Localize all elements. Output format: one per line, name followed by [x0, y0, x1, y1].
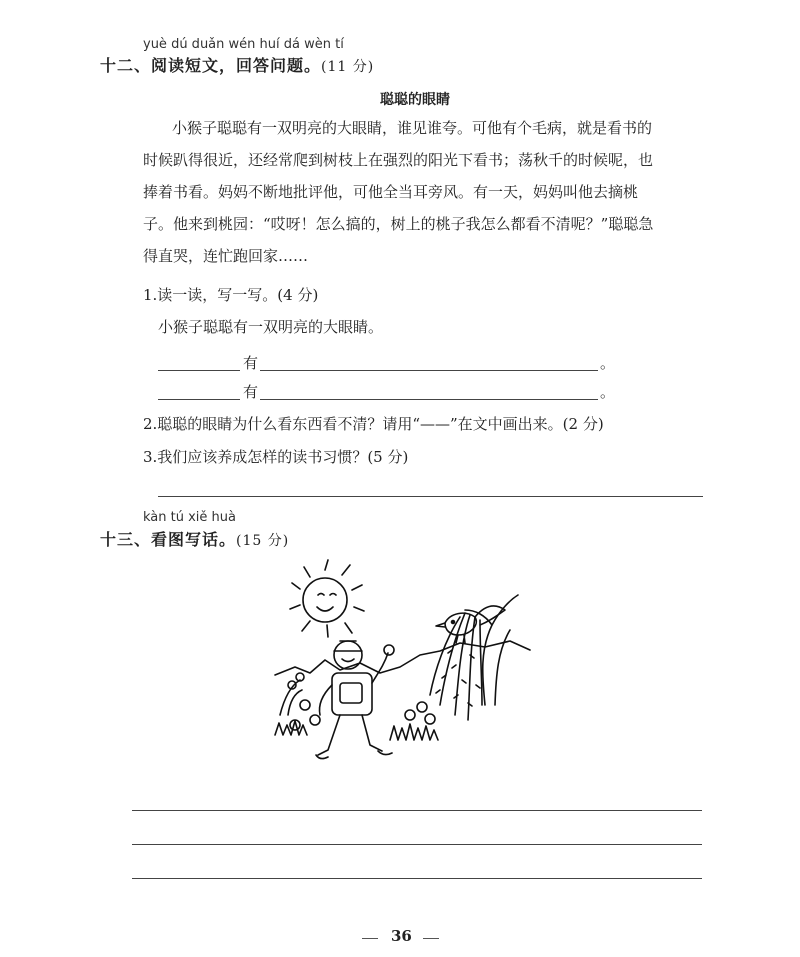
story-line-3: 捧着书看。妈妈不断地批评他，可他全当耳旁风。有一天，妈妈叫他去摘桃 — [143, 183, 639, 201]
section12-heading-text: 十二、阅读短文，回答问题。 — [100, 56, 322, 75]
section12-score: (11 分) — [321, 59, 375, 75]
bird-icon — [436, 606, 505, 643]
writing-line-3[interactable] — [132, 878, 702, 879]
willow-branches — [430, 613, 482, 720]
question-3-label: 3.我们应该养成怎样的读书习惯？(5 分) — [143, 448, 409, 466]
section13-heading — [100, 527, 289, 550]
section13-heading-text: 十三、看图写话。 — [100, 530, 237, 549]
hills-outline — [275, 641, 530, 675]
story-line-1: 小猴子聪聪有一双明亮的大眼睛，谁见谁夸。可他有个毛病，就是看书的 — [172, 119, 653, 137]
q1-answer-blank-2b[interactable] — [260, 399, 598, 400]
section12-heading — [100, 53, 374, 76]
sun-icon — [290, 560, 364, 637]
q1-word-2: 有 — [243, 383, 259, 401]
section13-score: (15 分) — [236, 533, 290, 549]
question-2-label: 2.聪聪的眼睛为什么看东西看不清？请用“——”在文中画出来。(2 分) — [143, 415, 604, 433]
writing-line-1[interactable] — [132, 810, 702, 811]
page-number-dash-right — [423, 938, 439, 939]
q1-answer-blank-1a[interactable] — [158, 370, 240, 371]
monkey-illustration — [270, 555, 535, 775]
q1-answer-blank-1b[interactable] — [260, 370, 598, 371]
section13-pinyin: kàn tú xiě huà — [143, 510, 236, 525]
q1-end-mark-2: 。 — [600, 383, 616, 401]
q1-end-mark-1: 。 — [600, 354, 616, 372]
page-number: 36 — [391, 927, 412, 945]
story-line-4: 子。他来到桃园：“哎呀！怎么搞的，树上的桃子我怎么都看不清呢？”聪聪急 — [143, 215, 654, 233]
story-line-5: 得直哭，连忙跑回家…… — [143, 247, 309, 265]
question-1-label: 1.读一读，写一写。(4 分) — [143, 286, 319, 304]
tree-trunk — [483, 595, 518, 705]
page-number-dash-left — [362, 938, 378, 939]
q1-answer-blank-2a[interactable] — [158, 399, 240, 400]
writing-line-2[interactable] — [132, 844, 702, 845]
section12-pinyin: yuè dú duǎn wén huí dá wèn tí — [143, 37, 344, 52]
q1-word-1: 有 — [243, 354, 259, 372]
monkey-figure — [316, 641, 394, 759]
question-1-example: 小猴子聪聪有一双明亮的大眼睛。 — [158, 318, 384, 336]
story-line-2: 时候趴得很近，还经常爬到树枝上在强烈的阳光下看书；荡秋千的时候呢，也 — [143, 151, 654, 169]
q3-answer-line[interactable] — [158, 496, 703, 497]
story-title: 聪聪的眼睛 — [380, 92, 450, 108]
